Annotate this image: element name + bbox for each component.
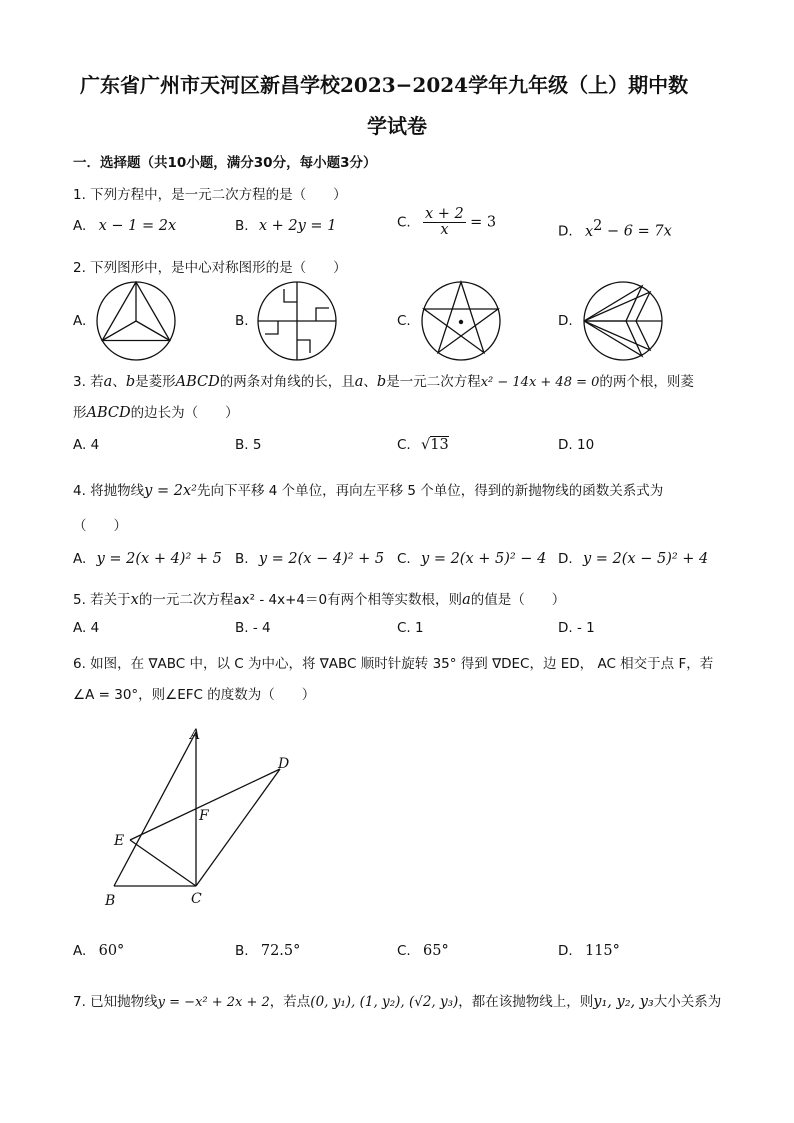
q7-points: (0, y₁), (1, y₂), (√2, y₃) bbox=[310, 994, 459, 1010]
q5-t3: 有两个相等实数根，则 bbox=[327, 592, 463, 608]
q3-b: b bbox=[125, 374, 136, 390]
q6-option-b bbox=[235, 943, 300, 959]
q1-c-numerator: x + 2 bbox=[425, 206, 464, 222]
q2-figure-d bbox=[580, 278, 666, 364]
q6-option-c-value: 65° bbox=[423, 943, 449, 959]
figure-label-c: C bbox=[191, 891, 202, 907]
q2-figure-c bbox=[418, 278, 504, 364]
sqrt-icon: √ bbox=[421, 437, 431, 453]
q4-option-d bbox=[558, 551, 708, 567]
q3-t6: 是一元二次方程 bbox=[386, 374, 481, 390]
question-4-line1 bbox=[73, 479, 663, 499]
q1-option-a-label: A. bbox=[73, 218, 87, 234]
q5-t1: 5. 若关于 bbox=[73, 592, 131, 608]
question-3-line1 bbox=[73, 370, 694, 390]
question-7-line1 bbox=[73, 990, 721, 1010]
question-6-line2: ∠A = 30°，则∠EFC 的度数为（ ） bbox=[73, 687, 316, 703]
question-3-line2 bbox=[73, 401, 239, 421]
q4-option-d-math: y = 2(x − 5)² + 4 bbox=[582, 551, 709, 567]
q2-option-b-label: B. bbox=[235, 313, 249, 329]
page-title-line2: 学试卷 bbox=[367, 114, 427, 138]
q7-t4: 大小关系为 bbox=[653, 994, 722, 1010]
q6-option-b-label: B. bbox=[235, 943, 249, 959]
q1-option-a-math: x − 1 = 2x bbox=[98, 218, 177, 234]
q4-option-d-label: D. bbox=[558, 551, 573, 567]
q1-d-x: x bbox=[584, 223, 594, 240]
figure-label-a: A bbox=[190, 727, 201, 743]
q6-option-d-value: 115° bbox=[584, 943, 620, 959]
q4-option-c-label: C. bbox=[397, 551, 411, 567]
q6-option-d bbox=[558, 943, 620, 959]
q6-option-a bbox=[73, 943, 124, 959]
q1-option-c-label: C. bbox=[397, 214, 411, 231]
q4-option-b-math: y = 2(x − 4)² + 5 bbox=[258, 551, 385, 567]
q3-line2b: 的边长为（ ） bbox=[130, 405, 239, 421]
q3-line2a: 形 bbox=[73, 405, 87, 421]
q1-option-c-fraction bbox=[423, 207, 466, 238]
q3-t3: 是菱形 bbox=[135, 374, 176, 390]
q1-option-a bbox=[73, 218, 176, 234]
q4-option-a-label: A. bbox=[73, 551, 87, 567]
q2-figure-a bbox=[93, 278, 179, 364]
q6-option-c bbox=[397, 943, 449, 959]
figure-label-e: E bbox=[114, 833, 125, 849]
q6-option-a-value: 60° bbox=[98, 943, 125, 959]
question-2-stem: 2. 下列图形中，是中心对称图形的是（ ） bbox=[73, 260, 347, 276]
q1-option-b bbox=[235, 218, 336, 234]
q5-option-b: B. - 4 bbox=[235, 620, 271, 636]
q6-option-c-label: C. bbox=[397, 943, 411, 959]
q5-a: a bbox=[462, 592, 471, 608]
page-title: 广东省广州市天河区新昌学校2023−2024学年九年级（上）期中数 bbox=[80, 73, 689, 97]
q5-option-a: A. 4 bbox=[73, 620, 100, 636]
q3-option-a: A. 4 bbox=[73, 437, 100, 453]
q1-option-d-label: D. bbox=[558, 223, 573, 240]
q4-t2: 先向下平移 4 个单位，再向左平移 5 个单位，得到的新抛物线的函数关系式为 bbox=[196, 483, 664, 499]
q3-a2: a bbox=[354, 374, 364, 390]
q2-figure-b bbox=[254, 278, 340, 364]
q1-c-rest: = 3 bbox=[470, 214, 497, 231]
q7-t1: 7. 已知抛物线 bbox=[73, 994, 158, 1010]
q3-abcd: ABCD bbox=[175, 374, 220, 390]
q4-option-b bbox=[235, 551, 384, 567]
q3-option-b: B. 5 bbox=[235, 437, 262, 453]
q5-t4: 的值是（ ） bbox=[470, 592, 566, 608]
q7-t2: ，若点 bbox=[269, 994, 311, 1010]
q2-option-c-label: C. bbox=[397, 313, 411, 329]
q1-option-b-label: B. bbox=[235, 218, 249, 234]
q3-option-c bbox=[397, 437, 449, 453]
q2-option-a-label: A. bbox=[73, 313, 87, 329]
q2-option-d-label: D. bbox=[558, 313, 573, 329]
q1-c-denominator: x bbox=[440, 222, 449, 238]
q5-t2: 的一元二次方程 bbox=[138, 592, 234, 608]
q6-option-a-label: A. bbox=[73, 943, 87, 959]
q7-t3: ，都在该抛物线上，则 bbox=[458, 994, 594, 1010]
q3-option-c-label: C. bbox=[397, 437, 411, 453]
q1-d-exp: 2 bbox=[593, 218, 603, 234]
figure-label-d: D bbox=[278, 756, 290, 772]
q4-option-c-math: y = 2(x + 5)² − 4 bbox=[421, 551, 547, 567]
q3-t4: 的两条对角线的长，且 bbox=[219, 374, 355, 390]
question-5-stem bbox=[73, 588, 565, 608]
q4-option-b-label: B. bbox=[235, 551, 249, 567]
q4-option-a-math: y = 2(x + 4)² + 5 bbox=[96, 551, 222, 567]
q1-d-rest: − 6 = 7x bbox=[602, 223, 672, 240]
q4-t1: 4. 将抛物线 bbox=[73, 483, 145, 499]
q3-t5: 、 bbox=[363, 374, 377, 390]
section-heading: 一．选择题（共10小题，满分30分，每小题3分） bbox=[73, 155, 377, 171]
q5-option-c: C. 1 bbox=[397, 620, 424, 636]
figure-label-f: F bbox=[199, 808, 209, 824]
question-6-line1: 6. 如图，在 ∇ABC 中，以 C 为中心，将 ∇ABC 顺时针旋转 35° 得到 ∇DEC，边 ED， AC 相交于点 F，若 bbox=[73, 656, 714, 672]
q3-abcd2: ABCD bbox=[86, 405, 131, 421]
q1-option-c bbox=[397, 207, 496, 238]
q7-equation: y = −x² + 2x + 2 bbox=[157, 995, 270, 1010]
q4-option-a bbox=[73, 551, 222, 567]
q5-equation: ax² - 4x+4＝0 bbox=[233, 592, 328, 608]
q6-option-d-label: D. bbox=[558, 943, 573, 959]
q3-option-d: D. 10 bbox=[558, 437, 595, 453]
q4-option-c bbox=[397, 551, 546, 567]
q3-b2: b bbox=[376, 374, 387, 390]
q3-a: a bbox=[103, 374, 113, 390]
q3-t2: 、 bbox=[112, 374, 126, 390]
q5-option-d: D. - 1 bbox=[558, 620, 595, 636]
q7-ys: y₁, y₂, y₃ bbox=[593, 994, 654, 1010]
figure-label-b: B bbox=[105, 893, 116, 909]
question-4-paren: （ ） bbox=[73, 518, 127, 534]
q4-equation: y = 2x² bbox=[144, 483, 197, 499]
q6-figure bbox=[100, 722, 300, 912]
q1-option-d bbox=[558, 218, 672, 240]
q6-option-b-value: 72.5° bbox=[260, 943, 301, 959]
q3-equation: x² − 14x + 48 = 0 bbox=[480, 375, 600, 390]
q3-t1: 3. 若 bbox=[73, 374, 104, 390]
q3-t7: 的两个根，则菱 bbox=[599, 374, 694, 390]
q1-option-b-math: x + 2y = 1 bbox=[258, 218, 337, 234]
q3-c-value: 13 bbox=[430, 437, 449, 453]
q5-x: x bbox=[130, 592, 139, 608]
question-1-stem: 1. 下列方程中，是一元二次方程的是（ ） bbox=[73, 187, 347, 203]
